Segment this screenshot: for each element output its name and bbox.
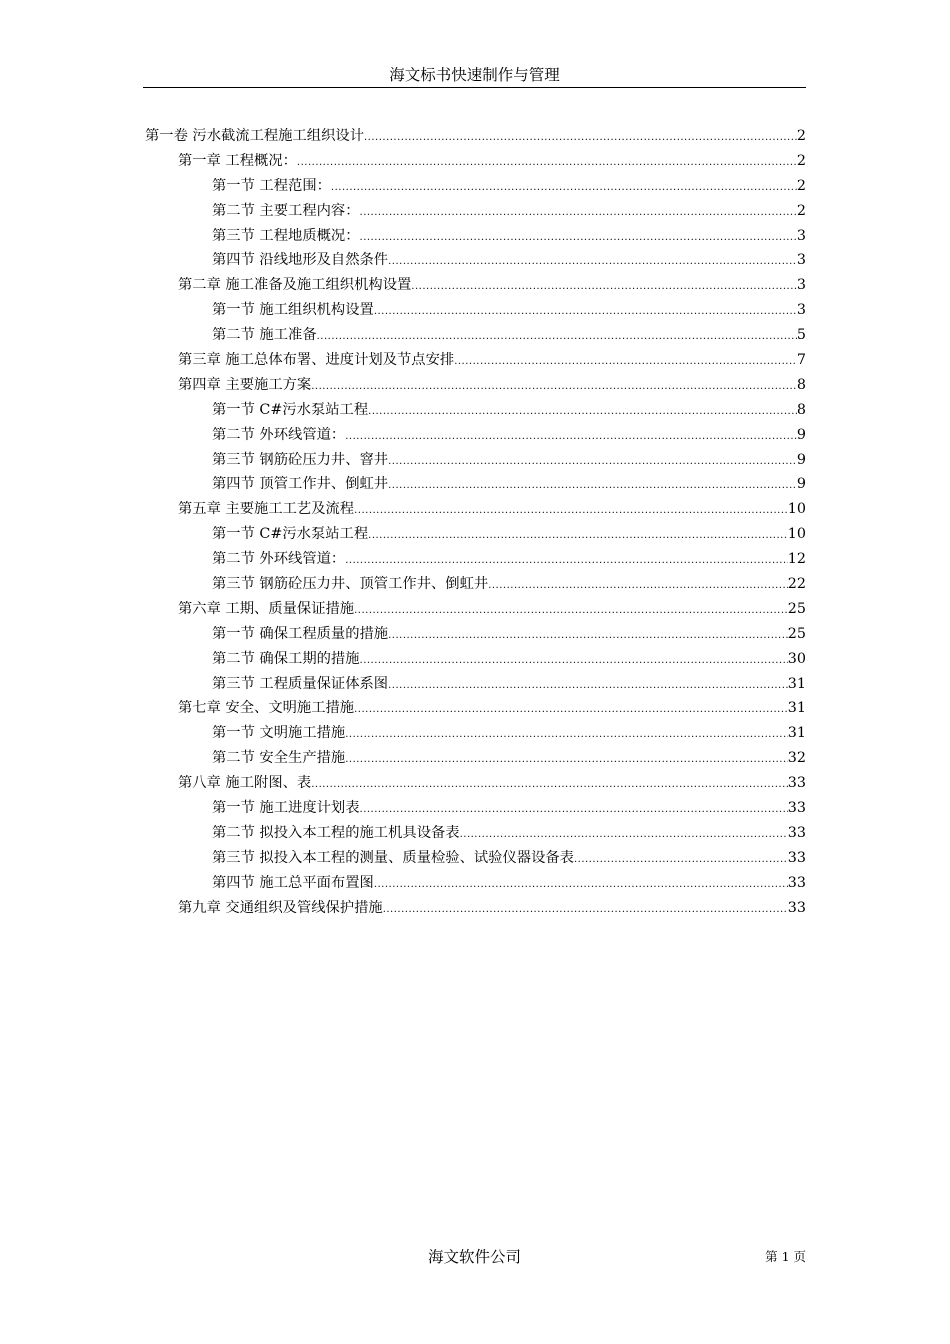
toc-dot-leader <box>574 848 788 873</box>
toc-entry-page: 3 <box>796 227 806 244</box>
toc-entry-title: 第九章 交通组织及管线保护措施 <box>178 899 383 916</box>
toc-entry-title: 第二节 安全生产措施 <box>212 750 346 767</box>
toc-entry[interactable] <box>145 721 806 746</box>
toc-dot-leader <box>388 474 797 499</box>
toc-entry-page: 9 <box>796 451 806 468</box>
toc-entry[interactable] <box>145 871 806 896</box>
toc-dot-leader <box>311 375 797 400</box>
toc-entry-page: 33 <box>787 874 806 891</box>
header-divider <box>143 87 806 88</box>
toc-entry-page: 3 <box>796 252 806 269</box>
toc-entry-page: 32 <box>787 750 806 767</box>
toc-entry-page: 3 <box>796 277 806 294</box>
toc-entry-page: 33 <box>787 775 806 792</box>
toc-entry-page: 10 <box>787 526 806 543</box>
toc-entry-title: 第一节 施工组织机构设置 <box>212 302 374 319</box>
toc-entry-title: 第二章 施工准备及施工组织机构设置 <box>178 277 412 294</box>
toc-dot-leader <box>488 574 788 599</box>
toc-dot-leader <box>354 499 788 524</box>
toc-entry-page: 33 <box>787 849 806 866</box>
toc-entry-page: 31 <box>787 675 806 692</box>
toc-entry-page: 31 <box>787 725 806 742</box>
toc-dot-leader <box>368 400 797 425</box>
toc-entry-title: 第二节 外环线管道： <box>212 551 346 568</box>
toc-entry-page: 8 <box>796 401 806 418</box>
toc-entry-title: 第一章 工程概况： <box>178 152 297 169</box>
toc-entry[interactable] <box>145 323 806 348</box>
toc-entry-title: 第三节 钢筋砼压力井、顶管工作井、倒虹井 <box>212 576 489 593</box>
toc-dot-leader <box>460 823 788 848</box>
toc-entry-title: 第一节 文明施工措施 <box>212 725 346 742</box>
toc-entry-page: 8 <box>796 376 806 393</box>
toc-entry[interactable] <box>145 448 806 473</box>
toc-dot-leader <box>388 450 797 475</box>
toc-dot-leader <box>383 898 788 923</box>
toc-entry-page: 7 <box>796 352 806 369</box>
toc-entry[interactable] <box>145 224 806 249</box>
toc-dot-leader <box>360 201 797 226</box>
toc-entry[interactable] <box>145 622 806 647</box>
toc-entry[interactable] <box>145 423 806 448</box>
toc-entry[interactable] <box>145 373 806 398</box>
toc-entry-title: 第三节 工程质量保证体系图 <box>212 675 389 692</box>
toc-dot-leader <box>368 524 788 549</box>
toc-entry[interactable] <box>145 199 806 224</box>
toc-entry[interactable] <box>145 348 806 373</box>
toc-entry-page: 25 <box>787 625 806 642</box>
toc-entry-title: 第四章 主要施工方案 <box>178 376 312 393</box>
toc-entry[interactable] <box>145 472 806 497</box>
toc-entry-title: 第一卷 污水截流工程施工组织设计 <box>145 128 364 144</box>
toc-entry[interactable] <box>145 522 806 547</box>
toc-entry[interactable] <box>145 647 806 672</box>
toc-entry-title: 第三节 钢筋砼压力井、窨井 <box>212 451 389 468</box>
toc-entry-title: 第五章 主要施工工艺及流程 <box>178 501 355 518</box>
toc-entry[interactable] <box>145 124 806 149</box>
toc-dot-leader <box>345 723 788 748</box>
toc-entry-title: 第二节 主要工程内容： <box>212 202 360 219</box>
toc-entry-title: 第三节 工程地质概况： <box>212 227 360 244</box>
toc-dot-leader <box>388 674 788 699</box>
toc-entry[interactable] <box>145 796 806 821</box>
footer-company: 海文软件公司 <box>427 1248 521 1266</box>
toc-entry-page: 2 <box>796 202 806 219</box>
toc-entry[interactable] <box>145 696 806 721</box>
toc-entry-page: 33 <box>787 899 806 916</box>
page-header-title: 海文标书快速制作与管理 <box>389 66 560 84</box>
toc-entry-page: 10 <box>787 501 806 518</box>
toc-entry-title: 第二节 施工准备 <box>212 327 317 344</box>
table-of-contents <box>145 124 806 921</box>
toc-entry-page: 22 <box>787 576 806 593</box>
toc-dot-leader <box>345 425 797 450</box>
toc-entry-page: 2 <box>796 128 806 144</box>
toc-entry[interactable] <box>145 746 806 771</box>
toc-entry-title: 第二节 外环线管道： <box>212 426 346 443</box>
toc-entry-title: 第三节 拟投入本工程的测量、质量检验、试验仪器设备表 <box>212 849 574 866</box>
toc-entry[interactable] <box>145 149 806 174</box>
toc-entry[interactable] <box>145 597 806 622</box>
toc-entry-title: 第四节 施工总平面布置图 <box>212 874 374 891</box>
toc-entry[interactable] <box>145 497 806 522</box>
toc-entry[interactable] <box>145 821 806 846</box>
toc-entry-title: 第一节 确保工程质量的措施 <box>212 625 389 642</box>
toc-entry[interactable] <box>145 896 806 921</box>
footer-page-number: 第 1 页 <box>765 1249 806 1264</box>
toc-entry-page: 31 <box>787 700 806 717</box>
toc-dot-leader <box>345 748 788 773</box>
toc-entry-title: 第一节 C#污水泵站工程 <box>212 401 369 418</box>
toc-entry-page: 5 <box>796 327 806 344</box>
toc-entry[interactable] <box>145 771 806 796</box>
toc-entry-page: 33 <box>787 800 806 817</box>
toc-entry[interactable] <box>145 273 806 298</box>
toc-dot-leader <box>374 873 788 898</box>
toc-entry-page: 12 <box>787 551 806 568</box>
toc-dot-leader <box>360 226 797 251</box>
toc-entry-title: 第六章 工期、质量保证措施 <box>178 600 355 617</box>
toc-entry-page: 2 <box>796 152 806 169</box>
toc-entry-title: 第七章 安全、文明施工措施 <box>178 700 355 717</box>
toc-dot-leader <box>297 151 797 176</box>
toc-dot-leader <box>374 300 797 325</box>
toc-entry[interactable] <box>145 846 806 871</box>
toc-dot-leader <box>317 325 797 350</box>
toc-entry-title: 第一节 C#污水泵站工程 <box>212 526 369 543</box>
toc-entry-title: 第二节 拟投入本工程的施工机具设备表 <box>212 824 460 841</box>
toc-entry-title: 第二节 确保工期的措施 <box>212 650 360 667</box>
toc-entry-title: 第一节 工程范围： <box>212 177 331 194</box>
toc-dot-leader <box>360 649 788 674</box>
toc-dot-leader <box>411 275 797 300</box>
toc-entry[interactable] <box>145 672 806 697</box>
toc-dot-leader <box>454 350 797 375</box>
toc-entry[interactable] <box>145 174 806 199</box>
toc-entry-page: 30 <box>787 650 806 667</box>
toc-dot-leader <box>364 126 797 151</box>
toc-dot-leader <box>388 250 797 275</box>
toc-entry-title: 第一节 施工进度计划表 <box>212 800 360 817</box>
toc-entry[interactable] <box>145 547 806 572</box>
toc-entry[interactable] <box>145 248 806 273</box>
toc-entry[interactable] <box>145 298 806 323</box>
toc-dot-leader <box>345 549 788 574</box>
toc-entry-title: 第四节 沿线地形及自然条件 <box>212 252 389 269</box>
toc-entry-page: 25 <box>787 600 806 617</box>
toc-entry[interactable] <box>145 572 806 597</box>
toc-entry-title: 第四节 顶管工作井、倒虹井 <box>212 476 389 493</box>
toc-entry-title: 第八章 施工附图、表 <box>178 775 312 792</box>
toc-entry-page: 33 <box>787 824 806 841</box>
toc-entry-page: 2 <box>796 177 806 194</box>
toc-entry-page: 9 <box>796 476 806 493</box>
toc-dot-leader <box>354 599 788 624</box>
toc-dot-leader <box>388 624 788 649</box>
toc-entry-title: 第三章 施工总体布署、进度计划及节点安排 <box>178 352 455 369</box>
toc-dot-leader <box>360 798 788 823</box>
toc-dot-leader <box>311 773 788 798</box>
toc-entry-page: 9 <box>796 426 806 443</box>
toc-entry-page: 3 <box>796 302 806 319</box>
toc-dot-leader <box>331 176 797 201</box>
toc-dot-leader <box>354 698 788 723</box>
toc-entry[interactable] <box>145 398 806 423</box>
